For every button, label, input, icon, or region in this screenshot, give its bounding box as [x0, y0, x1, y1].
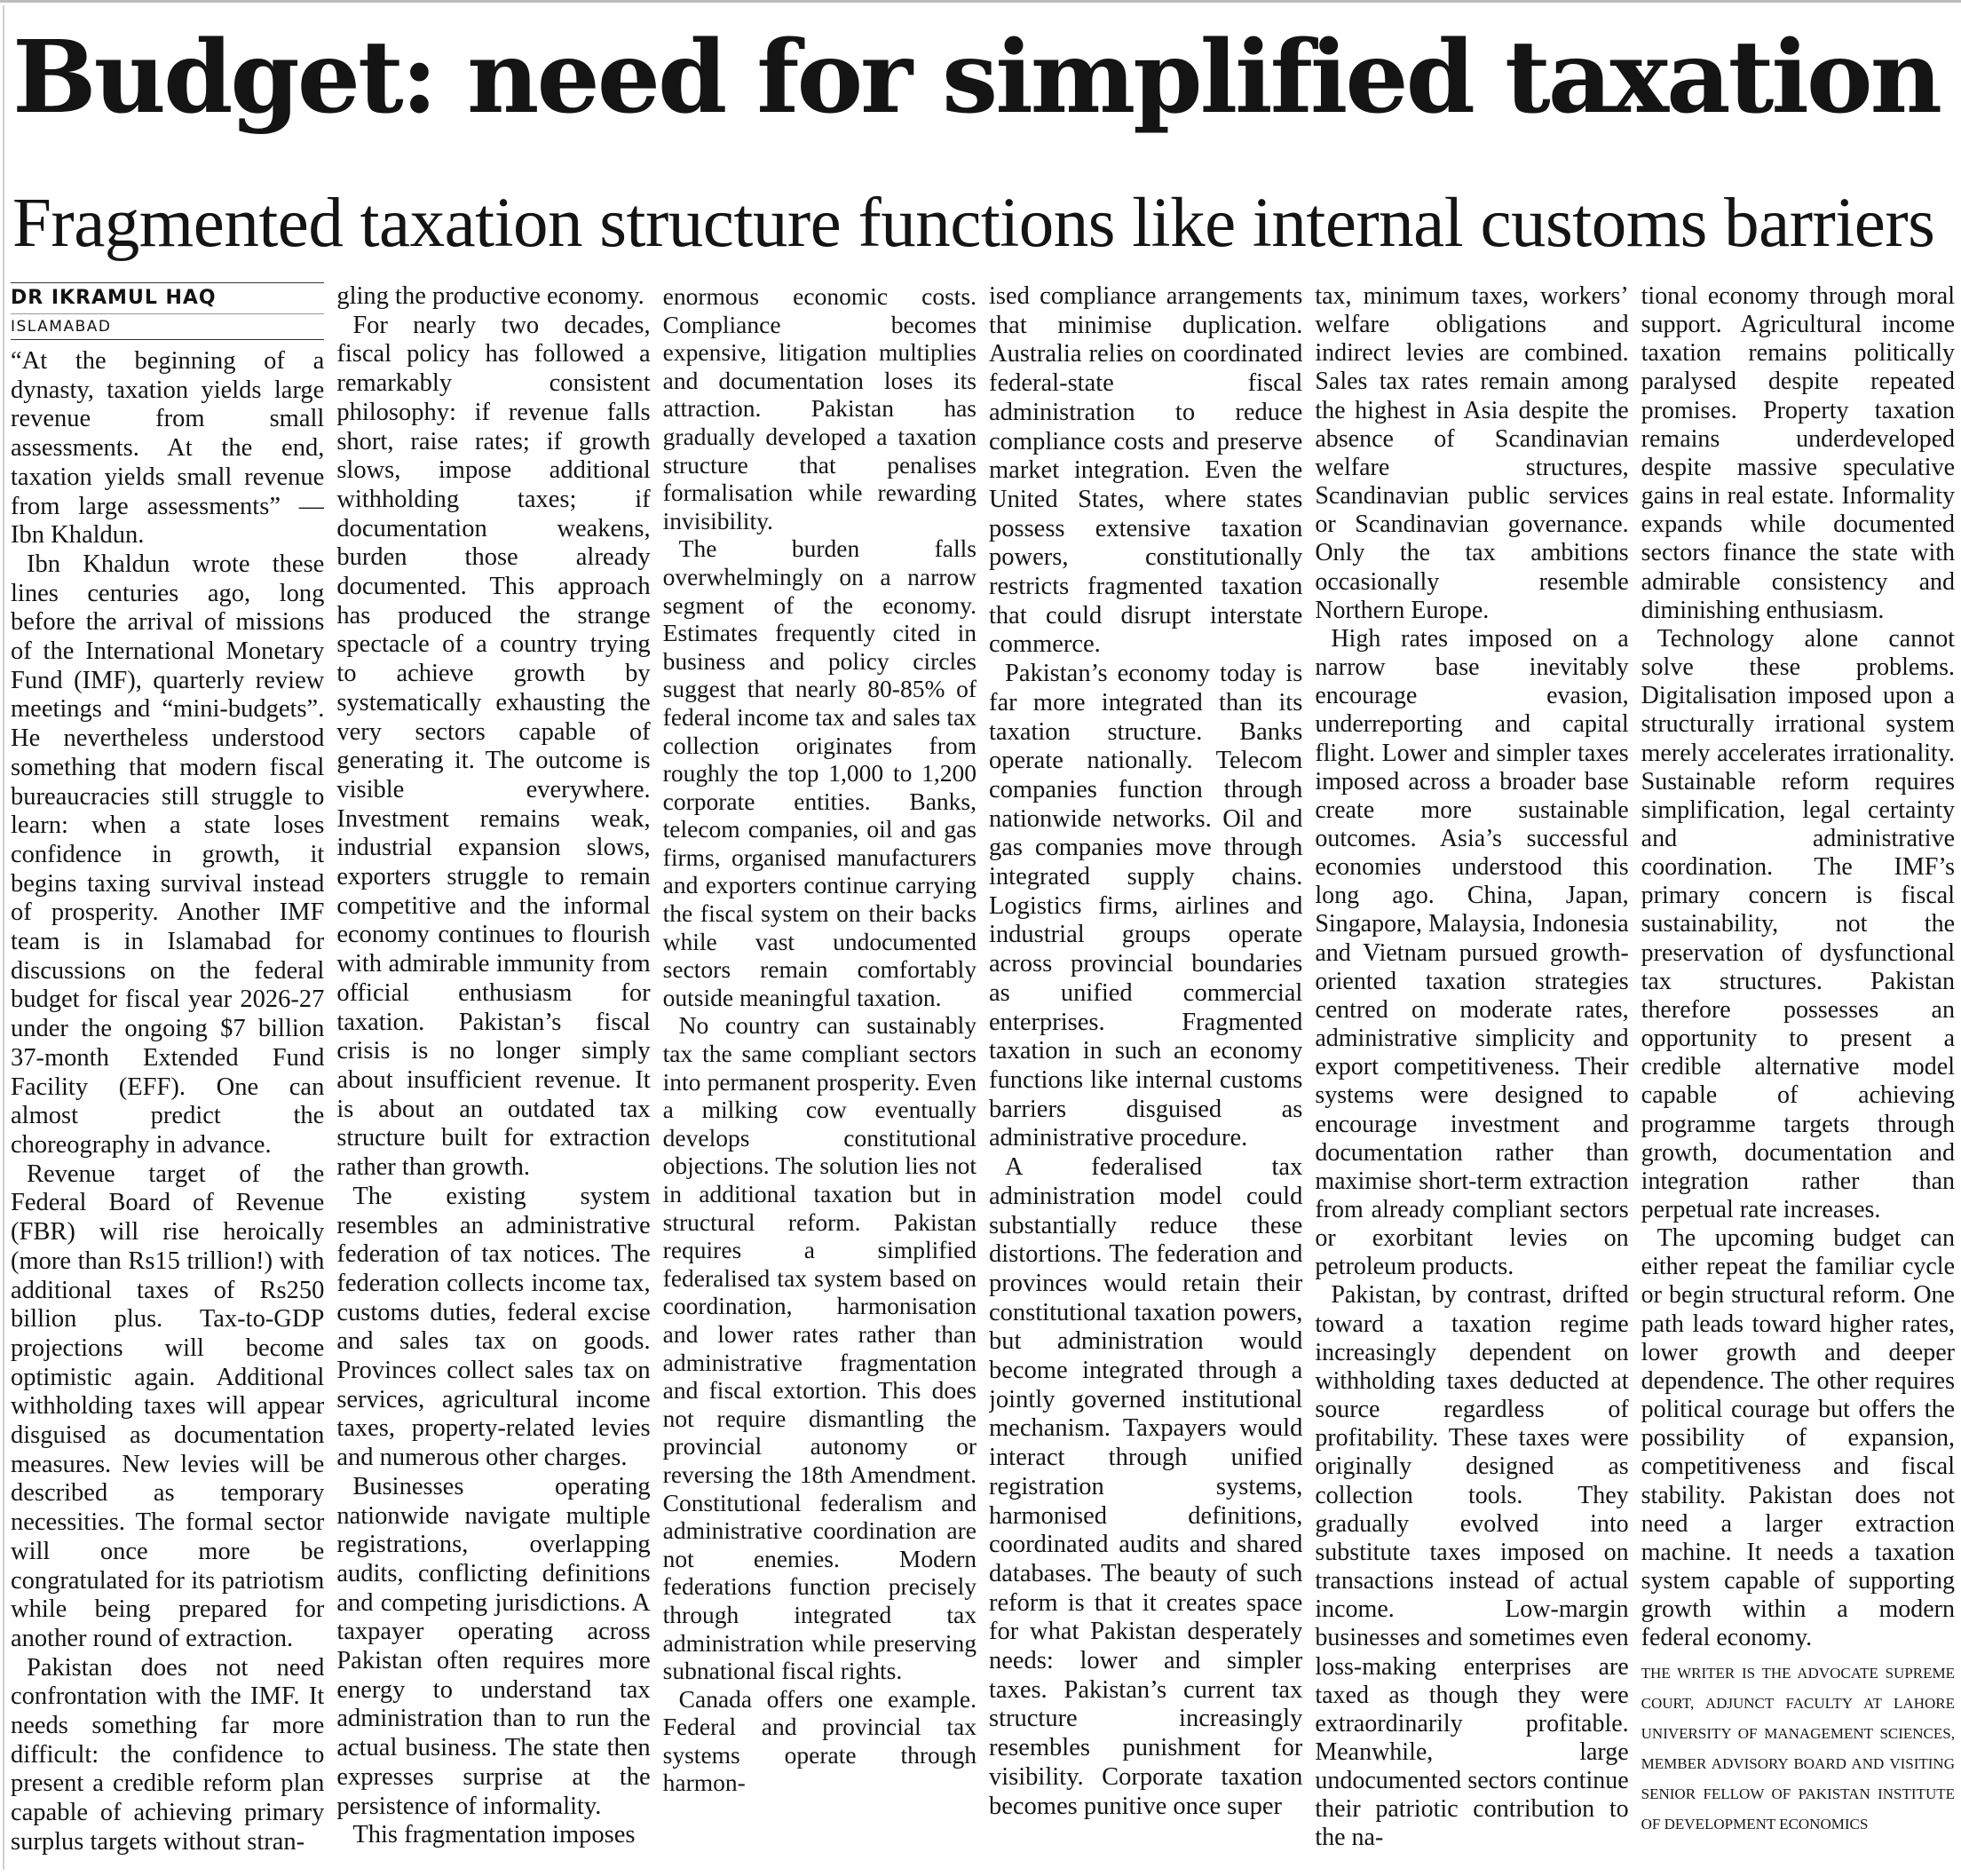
byline-block — [11, 282, 324, 340]
column-4 — [989, 282, 1302, 1872]
writer-note: THE WRITER IS THE ADVOCATE SUPREME COURT, ADJUNCT FACULTY AT LAHORE UNIVERSITY OF MANAGEMENT SCIENCES, MEMBER ADVISORY BOARD AND VISITING SENIOR FELLOW OF PAKISTAN INSTITUTE OF DEVELOPMENT ECONOMICS — [1641, 1664, 1955, 1832]
paragraph: The upcoming budget can either repeat the familiar cycle or begin structural reform. One path leads toward higher rates, lower growth and deeper dependence. The other requires political courage but offers the possibility of expansion, competitiveness and fiscal stability. Pakistan does not need a larger extraction machine. It needs a taxation system capable of supporting growth within a modern federal economy. — [1641, 1224, 1955, 1652]
paragraph: Businesses operating nationwide navigate multiple registrations, overlapping audits, conflicting definitions and competing jurisdictions. A taxpayer operating across Pakistan often requires more energy to understand tax administration than to run the actual business. The state then expresses surprise at the persistence of informality. — [336, 1472, 651, 1820]
paragraph: tional economy through moral support. Agricultural income taxation remains politically paralysed despite repeated promises. Property taxation remains underdeveloped despite massive speculative gains in real estate. Informality expands while documented sectors finance the state with admirable consistency and diminishing enthusiasm. — [1641, 282, 1955, 624]
paragraph: The existing system resembles an administrative federation of tax notices. The federation collects income tax, customs duties, federal excise and sales tax on goods. Provinces collect sales tax on services, agricultural income taxes, property-related levies and numerous other charges. — [336, 1182, 651, 1472]
paragraph: Pakistan does not need confrontation with the IMF. It needs something far more difficult: the confidence to present a credible reform plan capable of achieving primary surplus targets without stran- — [11, 1653, 325, 1856]
paragraph: High rates imposed on a narrow base inevitably encourage evasion, underreporting and capital flight. Lower and simpler taxes imposed across a broader base create more sustainable outcomes. Asia’s successful economies understood this long ago. China, Japan, Singapore, Malaysia, Indonesia and Vietnam pursued growth-oriented taxation strategies centred on moderate rates, administrative simplicity and export competitiveness. Their systems were designed to encourage investment and documentation rather than maximise short-term extraction from already compliant sectors or exorbitant levies on petroleum products. — [1315, 624, 1629, 1281]
paragraph: “At the beginning of a dynasty, taxation yields large revenue from small assessments. At the end, taxation yields small revenue from large assessments” — Ibn Khaldun. — [11, 347, 325, 550]
paragraph: Pakistan’s economy today is far more integrated than its taxation structure. Banks operate nationally. Telecom companies function through nationwide networks. Oil and gas companies move through integrated supply chains. Logistics firms, airlines and industrial groups operate across provincial boundaries as unified commercial enterprises. Fragmented taxation in such an economy functions like internal customs barriers disguised as administrative procedure. — [989, 660, 1303, 1152]
paragraph: ised compliance arrangements that minimise duplication. Australia relies on coordinated federal-state fiscal administration to reduce compliance costs and preserve market integration. Even the United States, where states possess extensive taxation powers, constitutionally restricts fragmented taxation that could disrupt interstate commerce. — [989, 282, 1303, 659]
left-margin-rule — [3, 5, 4, 1870]
paragraph: Pakistan, by contrast, drifted toward a taxation regime increasingly dependent on withholding taxes deducted at source regardless of profitability. These taxes were originally designed as collection tools. They gradually evolved into substitute taxes imposed on transactions instead of actual income. Low-margin businesses and sometimes even loss-making enterprises are taxed as though they were extraordinarily profitable. Meanwhile, large undocumented sectors continue their patriotic contribution to the na- — [1315, 1281, 1629, 1852]
paragraph: The burden falls overwhelmingly on a narrow segment of the economy. Estimates frequently cited in business and policy circles suggest that nearly 80-85% of federal income tax and sales tax collection originates from roughly the top 1,000 to 1,200 corporate entities. Banks, telecom companies, oil and gas firms, organised manufacturers and exporters continue carrying the fiscal system on their backs while vast undocumented sectors remain comfortably outside meaningful taxation. — [662, 534, 977, 1011]
paragraph: A federalised tax administration model could substantially reduce these distortions. The federation and provinces would retain their constitutional taxation powers, but administration would become integrated through a jointly governed institutional mechanism. Taxpayers would interact through unified registration systems, harmonised definitions, coordinated audits and shared databases. The beauty of such reform is that it creates space for what Pakistan desperately needs: lower and simpler taxes. Pakistan’s current tax structure increasingly resembles punishment for visibility. Corporate taxation becomes punitive once super — [989, 1153, 1303, 1820]
author-byline: DR IKRAMUL HAQ — [11, 283, 324, 314]
paragraph: This fragmentation imposes — [352, 1821, 636, 1849]
article-body — [11, 282, 1955, 1872]
paragraph: Ibn Khaldun wrote these lines centuries ago, long before the arrival of missions of the International Monetary Fund (IMF), quarterly review meetings and “mini-budgets”. He nevertheless understood something that modern fiscal bureaucracies still struggle to learn: when a state loses confidence in growth, it begins taxing survival instead of prosperity. Another IMF team is in Islamabad for discussions on the federal budget for fiscal year 2026-27 under the ongoing $7 billion 37-month Extended Fund Facility (EFF). One can almost predict the choreography in advance. — [11, 550, 325, 1159]
column-3 — [663, 282, 977, 1872]
headline: Budget: need for simplified taxation — [12, 20, 1941, 136]
paragraph: tax, minimum taxes, workers’ welfare obligations and indirect levies are combined. Sales tax rates remain among the highest in Asia despite the absence of Scandinavian welfare structures, Scandinavian public services or Scandinavian governance. Only the tax ambitions occasionally resemble Northern Europe. — [1315, 282, 1629, 624]
dateline: ISLAMABAD — [11, 318, 112, 336]
paragraph: Revenue target of the Federal Board of Revenue (FBR) will rise heroically (more than Rs15 trillion!) with additional taxes of Rs250 billion plus. Tax-to-GDP projections will become optimistic again. Additional withholding taxes will appear disguised as documentation measures. New levies will be described as temporary necessities. The formal sector will once more be congratulated for its patriotism while being prepared for another round of extraction. — [11, 1160, 325, 1652]
paragraph: enormous economic costs. Compliance becomes expensive, litigation multiplies and documentation loses its attraction. Pakistan has gradually developed a taxation structure that penalises formalisation while rewarding invisibility. — [662, 282, 977, 534]
column-6 — [1641, 282, 1955, 1872]
column-2 — [336, 282, 650, 1872]
paragraph: gling the productive economy. — [336, 282, 644, 310]
paragraph: Technology alone cannot solve these problems. Digitalisation imposed upon a structurally irrational system merely accelerates irrationality. Sustainable reform requires simplification, legal certainty and administrative coordination. The IMF’s primary concern is fiscal sustainability, not the preservation of dysfunctional tax structures. Pakistan therefore possesses an opportunity to present a credible alternative model capable of achieving programme targets through growth, documentation and integration rather than perpetual rate increases. — [1641, 624, 1955, 1223]
column-5 — [1315, 282, 1628, 1872]
paragraph: For nearly two decades, fiscal policy has followed a remarkably consistent philosophy: if revenue falls short, raise rates; if growth slows, impose additional withholding taxes; if documentation weakens, burden those already documented. This approach has produced the strange spectacle of a country trying to achieve growth by systematically exhausting the very sectors capable of generating it. The outcome is visible everywhere. Investment remains weak, industrial expansion slows, exporters struggle to remain competitive and the informal economy continues to flourish with admirable immunity from official enthusiasm for taxation. Pakistan’s fiscal crisis is no longer simply about insufficient revenue. It is about an outdated tax structure built for extraction rather than growth. — [336, 311, 651, 1182]
top-rule — [0, 0, 1961, 3]
paragraph: Canada offers one example. Federal and provincial tax systems operate through harmon- — [662, 1684, 977, 1797]
column-1 — [11, 282, 324, 1872]
subheadline: Fragmented taxation structure functions like internal customs barriers — [12, 185, 1935, 262]
paragraph: No country can sustainably tax the same compliant sectors into permanent prosperity. Even a milking cow eventually develops constitutional objections. The solution lies not in additional taxation but in structural reform. Pakistan requires a simplified federalised tax system based on coordination, harmonisation and lower rates rather than administrative fragmentation and fiscal extortion. This does not require dismantling the provincial autonomy or reversing the 18th Amendment. Constitutional federalism and administrative coordination are not enemies. Modern federations function precisely through integrated tax administration while preserving subnational fiscal rights. — [662, 1011, 977, 1685]
